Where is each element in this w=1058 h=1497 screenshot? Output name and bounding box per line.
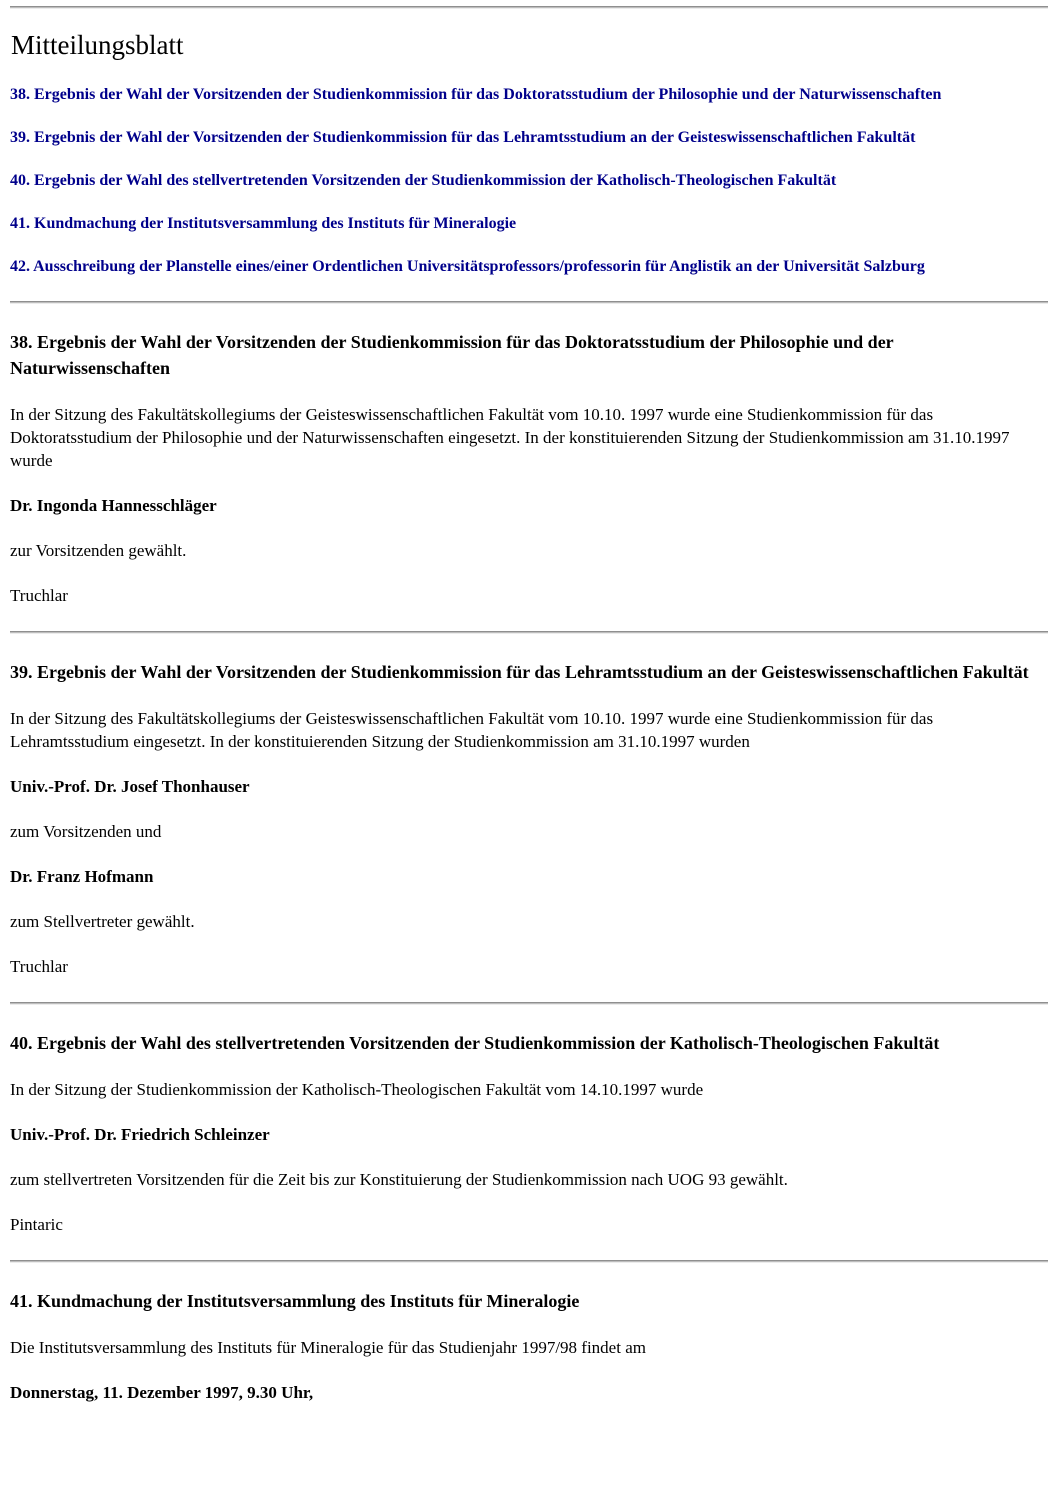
meeting-date: Donnerstag, 11. Dezember 1997, 9.30 Uhr, bbox=[10, 1382, 314, 1402]
section-39 bbox=[10, 659, 1048, 1005]
section-38 bbox=[10, 329, 1048, 634]
paragraph: In der Sitzung des Fakultätskollegiums der Geisteswissenschaftlichen Fakultät vom 10.10. 1997 wurde eine Studienkommission für das Lehramtsstudium eingesetzt. In der konstituierenden Sitzung der Studienkommission am 31.10.1997 wurden bbox=[10, 708, 934, 751]
signature: Pintaric bbox=[10, 1214, 63, 1234]
elected-person-name: Dr. Franz Hofmann bbox=[10, 866, 154, 886]
paragraph: zum Stellvertreter gewählt. bbox=[10, 911, 195, 931]
elected-person-name: Dr. Ingonda Hannesschläger bbox=[10, 495, 217, 515]
toc-item bbox=[10, 215, 1048, 233]
toc-item bbox=[10, 258, 1048, 276]
horizontal-rule bbox=[10, 1002, 1048, 1005]
toc-item bbox=[10, 129, 1048, 147]
horizontal-rule bbox=[10, 631, 1048, 634]
horizontal-rule bbox=[10, 301, 1048, 304]
toc-link-39[interactable]: 39. Ergebnis der Wahl der Vorsitzenden der Studienkommission für das Lehramtsstudium an der Geisteswissenschaftlichen Fakultät bbox=[10, 128, 916, 146]
paragraph: zum stellvertreten Vorsitzenden für die Zeit bis zur Konstituierung der Studienkommission nach UOG 93 gewählt. bbox=[10, 1169, 788, 1189]
section-heading: 40. Ergebnis der Wahl des stellvertretenden Vorsitzenden der Studienkommission der Katholisch-Theologischen Fakultät bbox=[10, 1032, 940, 1053]
section-heading: 38. Ergebnis der Wahl der Vorsitzenden der Studienkommission für das Doktoratsstudium der Philosophie und der Naturwissenschaften bbox=[10, 331, 894, 378]
toc-link-38[interactable]: 38. Ergebnis der Wahl der Vorsitzenden der Studienkommission für das Doktoratsstudium der Philosophie und der Naturwissenschaften bbox=[10, 85, 942, 103]
horizontal-rule bbox=[10, 6, 1048, 9]
toc-link-42[interactable]: 42. Ausschreibung der Planstelle eines/einer Ordentlichen Universitätsprofessors/professorin für Anglistik an der Universität Salzburg bbox=[10, 257, 925, 275]
toc-link-40[interactable]: 40. Ergebnis der Wahl des stellvertretenden Vorsitzenden der Studienkommission der Katholisch-Theologischen Fakultät bbox=[10, 171, 837, 189]
signature: Truchlar bbox=[10, 585, 68, 605]
bulletin-page bbox=[10, 6, 1048, 1404]
section-40 bbox=[10, 1030, 1048, 1263]
table-of-contents bbox=[10, 86, 1048, 276]
elected-person-name: Univ.-Prof. Dr. Josef Thonhauser bbox=[10, 776, 250, 796]
horizontal-rule bbox=[10, 1260, 1048, 1263]
section-heading: 39. Ergebnis der Wahl der Vorsitzenden der Studienkommission für das Lehramtsstudium an der Geisteswissenschaftlichen Fakultät bbox=[10, 661, 1029, 682]
section-41 bbox=[10, 1288, 1048, 1404]
paragraph: zum Vorsitzenden und bbox=[10, 821, 162, 841]
signature: Truchlar bbox=[10, 956, 68, 976]
elected-person-name: Univ.-Prof. Dr. Friedrich Schleinzer bbox=[10, 1124, 270, 1144]
paragraph: Die Institutsversammlung des Instituts für Mineralogie für das Studienjahr 1997/98 findet am bbox=[10, 1337, 646, 1357]
toc-item bbox=[10, 172, 1048, 190]
section-heading: 41. Kundmachung der Institutsversammlung des Instituts für Mineralogie bbox=[10, 1290, 580, 1311]
paragraph: In der Sitzung des Fakultätskollegiums der Geisteswissenschaftlichen Fakultät vom 10.10. 1997 wurde eine Studienkommission für das Doktoratsstudium der Philosophie und der Naturwissenschaften eingesetzt. In der konstituierenden Sitzung der Studienkommission am 31.10.1997 wurde bbox=[10, 404, 1010, 470]
page-title: Mitteilungsblatt bbox=[11, 30, 184, 60]
paragraph: In der Sitzung der Studienkommission der Katholisch-Theologischen Fakultät vom 14.10.1997 wurde bbox=[10, 1079, 704, 1099]
paragraph: zur Vorsitzenden gewählt. bbox=[10, 540, 187, 560]
toc-link-41[interactable]: 41. Kundmachung der Institutsversammlung des Instituts für Mineralogie bbox=[10, 214, 517, 232]
toc-item bbox=[10, 86, 1048, 104]
